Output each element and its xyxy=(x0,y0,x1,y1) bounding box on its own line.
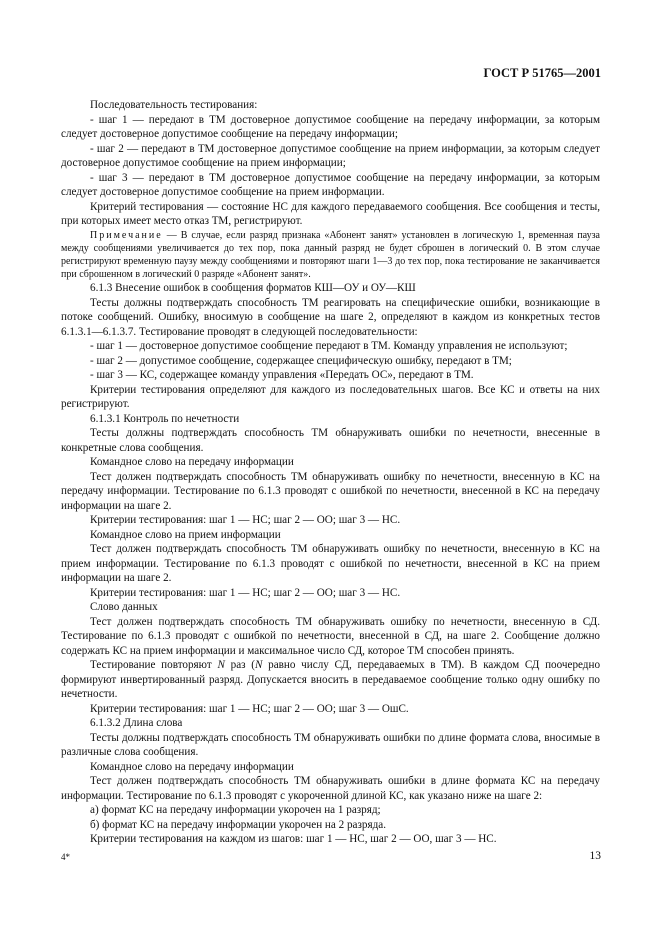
paragraph: Тесты должны подтверждать способность ТМ обнаруживать ошибки по нечетности, внесенные в конкретные слова сообщения. xyxy=(61,427,600,454)
footer-signature-mark: 4* xyxy=(61,852,70,862)
list-item: а) формат КС на передачу информации укорочен на 1 разряд; xyxy=(90,804,381,817)
paragraph: Тест должен подтверждать способность ТМ обнаруживать ошибку по нечетности, внесенную в КС на передачу информации. Тестирование по 6.1.3 проводят с ошибкой по нечетности, внесенной в КС на передачу информации на шаге 2. xyxy=(61,470,600,512)
subheading: Командное слово на прием информации xyxy=(90,528,281,541)
paragraph: - шаг 3 — передают в ТМ достоверное допустимое сообщение на передачу информации, за которым следует достоверное допустимое сообщение на прием информации. xyxy=(61,171,600,198)
text-run: равно числу СД, передаваемых в ТМ). В каждом СД поочередно формируют инвертированный разряд. Допускается вносить в передаваемое сообщение только одну ошибку по нечетности. xyxy=(61,659,601,701)
text-run: раз ( xyxy=(224,659,255,672)
paragraph-repeat xyxy=(61,658,600,702)
note xyxy=(61,229,600,282)
criteria: Критерии тестирования: шаг 1 — НС; шаг 2 — ОО; шаг 3 — ОшС. xyxy=(90,702,409,715)
paragraph: - шаг 3 — КС, содержащее команду управления «Передать ОС», передают в ТМ. xyxy=(90,369,474,382)
paragraph: Тест должен подтверждать способность ТМ обнаруживать ошибку по нечетности, внесенную в СД. Тестирование по 6.1.3 проводят с ошибкой по нечетности, внесенной в СД, на шаге 2. Сообщение должно содержать КС на прием информации и максимальное число СД, которое ТМ способен принять. xyxy=(61,615,600,657)
paragraph: Тест должен подтверждать способность ТМ обнаруживать ошибки в длине формата КС на передачу информации. Тестирование по 6.1.3 проводят с укороченной длиной КС, как указано ниже на шаге 2: xyxy=(61,775,600,802)
paragraph: - шаг 2 — допустимое сообщение, содержащее специфическую ошибку, передают в ТМ; xyxy=(90,354,512,367)
paragraph: Критерии тестирования определяют для каждого из последовательных шагов. Все КС и ответы на них регистрируют. xyxy=(61,383,600,411)
subheading: Слово данных xyxy=(90,601,158,614)
text-run: Тестирование повторяют xyxy=(90,659,218,672)
paragraph: Тест должен подтверждать способность ТМ обнаруживать ошибку по нечетности, внесенную в КС на прием информации. Тестирование по 6.1.3 проводят с ошибкой по нечетности, внесенной в КС на прием информации на шаге 2. xyxy=(61,543,600,585)
document-body xyxy=(61,98,600,847)
section-heading: 6.1.3.2 Длина слова xyxy=(90,717,183,730)
criteria: Критерии тестирования: шаг 1 — НС; шаг 2 — ОО; шаг 3 — НС. xyxy=(90,586,401,599)
subheading: Командное слово на передачу информации xyxy=(90,456,294,469)
section-heading: 6.1.3 Внесение ошибок в сообщения форматов КШ—ОУ и ОУ—КШ xyxy=(90,282,416,295)
section-heading: 6.1.3.1 Контроль по нечетности xyxy=(90,412,240,425)
criteria: Критерии тестирования на каждом из шагов: шаг 1 — НС, шаг 2 — ОО, шаг 3 — НС. xyxy=(90,833,497,846)
variable-n: N xyxy=(254,659,263,672)
note-text: — В случае, если разряд признака «Абонент занят» установлен в логическую 1, временная пауза между сообщениями увеличивается до тех пор, пока данный разряд не будет сброшен в логический 0. В этом случае регистрируют временную паузу между сообщениями и повторяют шаги 1—3 до тех пор, пока тестирование не заканчивается при сброшенном в логический 0 разряде «Абонент занят». xyxy=(61,229,600,281)
paragraph: - шаг 1 — достоверное допустимое сообщение передают в ТМ. Команду управления не используют; xyxy=(90,340,568,353)
paragraph: - шаг 1 — передают в ТМ достоверное допустимое сообщение на передачу информации, за которым следует достоверное допустимое сообщение на передачу информации; xyxy=(61,113,600,140)
standard-header: ГОСТ Р 51765—2001 xyxy=(483,66,601,80)
paragraph: Критерий тестирования — состояние НС для каждого передаваемого сообщения. Все сообщения и тесты, при которых имеет место отказ ТМ, регистрируют. xyxy=(61,200,600,227)
list-item: б) формат КС на передачу информации укорочен на 2 разряда. xyxy=(90,818,386,831)
paragraph: Тесты должны подтверждать способность ТМ обнаруживать ошибки по длине формата слова, вносимые в различные слова сообщения. xyxy=(61,731,600,759)
paragraph: Тесты должны подтверждать способность ТМ реагировать на специфические ошибки, возникающие в потоке сообщений. Ошибку, вносимую в сообщение на шаге 2, определяют в каждом из конкретных тестов 6.1.3.1—6.1.3.7. Тестирование проводят в следующей последовательности: xyxy=(61,296,600,338)
criteria: Критерии тестирования: шаг 1 — НС; шаг 2 — ОО; шаг 3 — НС. xyxy=(90,514,401,527)
paragraph: - шаг 2 — передают в ТМ достоверное допустимое сообщение на прием информации, за которым следует достоверное допустимое сообщение на прием информации; xyxy=(61,142,600,169)
paragraph: Последовательность тестирования: xyxy=(90,99,258,111)
page-number: 13 xyxy=(589,850,601,862)
variable-n: N xyxy=(217,659,225,672)
note-lead: Примечание xyxy=(90,229,163,241)
subheading: Командное слово на передачу информации xyxy=(90,760,294,773)
